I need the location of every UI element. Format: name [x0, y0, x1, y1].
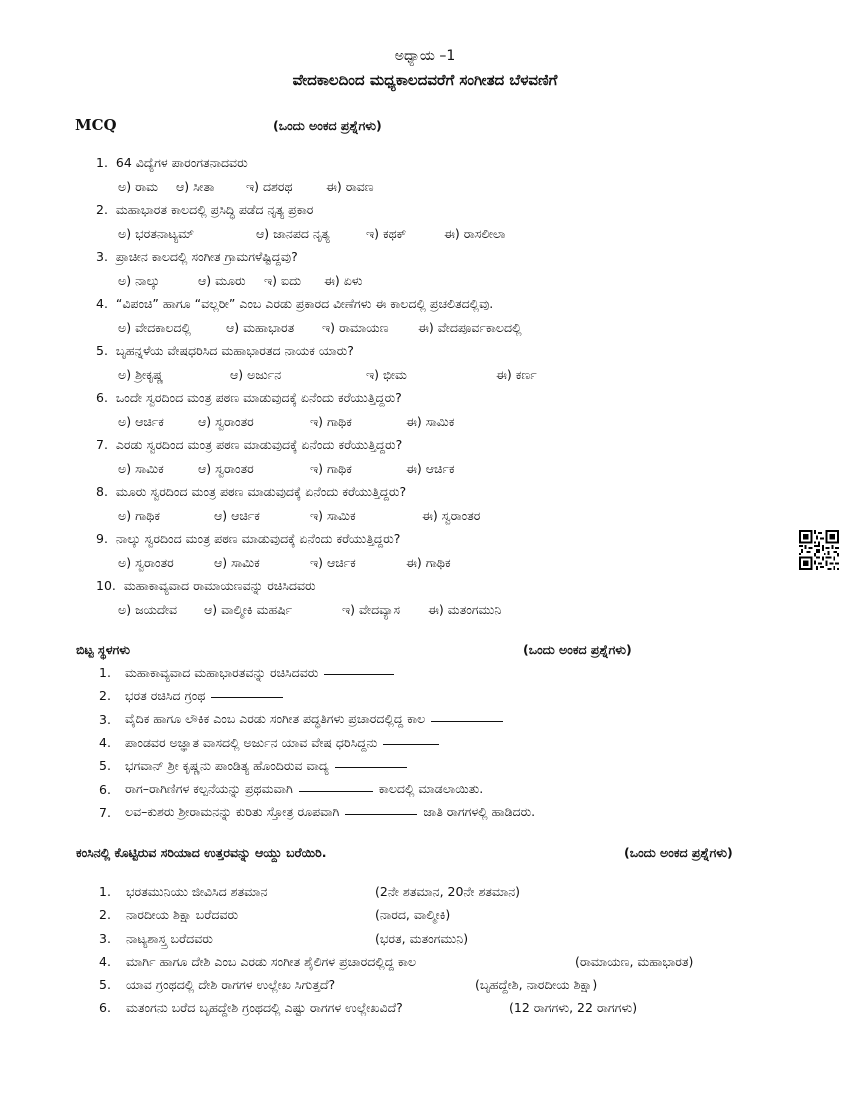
option-c: ಇ) ಭೀಮ: [366, 367, 407, 382]
mcq-question: [96, 529, 796, 576]
option-b: ಆ) ಸಾಮಿಕ: [214, 555, 260, 570]
item-number: 2.: [99, 907, 111, 923]
option-c: ಇ) ಐದು: [264, 273, 302, 288]
item-text: ಮಹಾಕಾವ್ಯವಾದ ಮಹಾಭಾರತವನ್ನು ರಚಿಸಿದವರು: [125, 664, 319, 680]
question-text: ಬೃಹನ್ನಳೆಯ ವೇಷಧರಿಸಿದ ಮಹಾಭಾರತದ ನಾಯಕ ಯಾರು?: [115, 343, 354, 358]
item-text: ನಾಟ್ಯಶಾಸ್ತ್ರ ಬರೆದವರು: [126, 930, 213, 946]
option-b: ಆ) ಮೂರು: [198, 273, 246, 288]
option-b: ಆ) ಜಾನಪದ ನೃತ್ಯ: [256, 226, 330, 241]
item-number: 6.: [99, 781, 111, 797]
option-b: ಆ) ಸೀತಾ: [176, 179, 215, 194]
item-text: ಭರತಮುನಿಯು ಜೀವಿಸಿದ ಶತಮಾನ: [126, 884, 268, 899]
option-a: ಅ) ಭರತನಾಟ್ಯಮ್: [118, 226, 195, 241]
item-text: ಮತಂಗನು ಬರೆದ ಬೃಹದ್ದೇಶಿ ಗ್ರಂಥದಲ್ಲಿ ಎಷ್ಟು ರಾಗಗಳ ಉಲ್ಲೇಖವಿದೆ?: [126, 1000, 403, 1016]
mcq-question: [96, 388, 796, 435]
list-item: [99, 975, 819, 998]
choose-answer-list: [99, 882, 819, 1022]
question-number: 6.: [96, 390, 108, 405]
option-b: ಆ) ಅರ್ಜುನ: [230, 367, 282, 382]
item-number: 3.: [99, 711, 111, 727]
option-d: ಈ) ಆರ್ಚಿಕ: [406, 461, 455, 476]
option-c: ಇ) ಗಾಥಿಕ: [310, 461, 352, 476]
answer-blank: [324, 674, 394, 675]
list-item: [99, 801, 799, 824]
mcq-question: [96, 247, 796, 294]
option-d: ಈ) ವೇದಪೂರ್ವಕಾಲದಲ್ಲಿ: [418, 320, 522, 335]
mcq-heading: MCQ: [75, 116, 117, 134]
list-item: [99, 905, 819, 928]
item-number: 4.: [99, 735, 111, 751]
item-number: 5.: [99, 977, 111, 993]
option-d: ಈ) ರಾಸಲೀಲಾ: [444, 226, 506, 241]
list-item: [99, 731, 799, 754]
question-text: ಒಂದೇ ಸ್ವರದಿಂದ ಮಂತ್ರ ಪಠಣ ಮಾಡುವುದಕ್ಕೆ ಏನೆಂದು ಕರೆಯುತ್ತಿದ್ದರು?: [115, 390, 402, 405]
mcq-question: [96, 294, 796, 341]
choose-answer-heading: ಕಂಸಿನಲ್ಲಿ ಕೊಟ್ಟಿರುವ ಸರಿಯಾದ ಉತ್ತರವನ್ನು ಆಯ್ದು ಬರೆಯಿರಿ.: [76, 845, 327, 860]
option-a: ಅ) ಸಾಮಿಕ: [118, 461, 164, 476]
option-d: ಈ) ರಾವಣ: [326, 179, 374, 194]
question-number: 8.: [96, 484, 108, 499]
option-a: ಅ) ನಾಲ್ಕು: [118, 273, 160, 288]
option-d: ಈ) ಗಾಥಿಕ: [406, 555, 451, 570]
answer-blank: [211, 697, 283, 698]
option-b: ಆ) ಆರ್ಚಿಕ: [214, 508, 260, 523]
mcq-question: [96, 341, 796, 388]
list-item: [99, 777, 799, 800]
question-text: ನಾಲ್ಕು ಸ್ವರದಿಂದ ಮಂತ್ರ ಪಠಣ ಮಾಡುವುದಕ್ಕೆ ಏನೆಂದು ಕರೆಯುತ್ತಿದ್ದರು?: [115, 531, 401, 546]
option-b: ಆ) ಸ್ವರಾಂತರ: [198, 461, 254, 476]
option-b: ಆ) ಮಹಾಭಾರತ: [226, 320, 295, 335]
option-d: ಈ) ಮತಂಗಮುನಿ: [428, 602, 502, 617]
mcq-question-list: [96, 153, 796, 623]
option-c: ಇ) ಗಾಥಿಕ: [310, 414, 352, 429]
answer-blank: [335, 767, 407, 768]
option-c: ಇ) ಕಥಕ್: [366, 226, 407, 241]
question-text: ಮಹಾಕಾವ್ಯವಾದ ರಾಮಾಯಣವನ್ನು ರಚಿಸಿದವರು: [123, 578, 316, 593]
mcq-question: [96, 435, 796, 482]
item-number: 3.: [99, 930, 111, 946]
option-b: ಆ) ವಾಲ್ಮೀಕಿ ಮಹರ್ಷಿ: [204, 602, 293, 617]
option-d: ಈ) ಸಾಮಿಕ: [406, 414, 455, 429]
item-text: ಭರತ ರಚಿಸಿದ ಗ್ರಂಥ: [125, 687, 206, 703]
fill-blanks-heading: ಬಿಟ್ಟ ಸ್ಥಳಗಳು: [76, 642, 131, 657]
item-number: 6.: [99, 1000, 111, 1016]
item-choices: (2ನೇ ಶತಮಾನ, 20ನೇ ಶತಮಾನ): [375, 884, 521, 899]
list-item: [99, 952, 819, 975]
option-a: ಅ) ಗಾಥಿಕ: [118, 508, 160, 523]
item-number: 1.: [99, 665, 111, 681]
item-text: ಪಾಂಡವರ ಅಜ್ಞಾತ ವಾಸದಲ್ಲಿ ಅರ್ಜುನ ಯಾವ ವೇಷ ಧರಿಸಿದ್ದನು: [125, 734, 378, 750]
item-text: ಭಗವಾನ್ ಶ್ರೀ ಕೃಷ್ಣನು ಪಾಂಡಿತ್ಯ ಹೊಂದಿರುವ ವಾದ್ಯ: [125, 757, 329, 773]
chapter-label: ಅಧ್ಯಾಯ –1: [394, 48, 456, 64]
answer-blank: [345, 814, 417, 815]
mcq-question: [96, 200, 796, 247]
question-number: 2.: [96, 202, 108, 217]
item-text-after: ಕಾಲದಲ್ಲಿ ಮಾಡಲಾಯಿತು.: [378, 781, 484, 797]
item-text-after: ಜಾತಿ ರಾಗಗಳಲ್ಲಿ ಹಾಡಿದರು.: [423, 804, 536, 820]
option-a: ಅ) ರಾಮ: [118, 179, 159, 194]
question-number: 4.: [96, 296, 108, 311]
question-number: 9.: [96, 531, 108, 546]
list-item: [99, 998, 819, 1021]
option-a: ಅ) ಶ್ರೀಕೃಷ್ಣ: [118, 367, 164, 382]
item-choices: (ಭರತ, ಮತಂಗಮುನಿ): [375, 930, 469, 946]
option-d: ಈ) ಕರ್ಣ: [496, 367, 537, 382]
question-text: ಮಹಾಭಾರತ ಕಾಲದಲ್ಲಿ ಪ್ರಸಿದ್ಧಿ ಪಡೆದ ನೃತ್ಯ ಪ್ರಕಾರ: [115, 202, 314, 217]
item-choices: (12 ರಾಗಗಳು, 22 ರಾಗಗಳು): [509, 1000, 638, 1016]
question-number: 10.: [96, 578, 116, 593]
page-title: ವೇದಕಾಲದಿಂದ ಮಧ್ಯಕಾಲದವರೆಗೆ ಸಂಗೀತದ ಬೆಳವಣಿಗೆ: [292, 71, 558, 89]
option-d: ಈ) ಸ್ವರಾಂತರ: [422, 508, 481, 523]
item-text: ಲವ–ಕುಶರು ಶ್ರೀರಾಮನನ್ನು ಕುರಿತು ಸ್ತೋತ್ರ ರೂಪವಾಗಿ: [125, 804, 340, 820]
option-d: ಈ) ಏಳು: [324, 273, 363, 288]
item-text: ಮಾರ್ಗಿ ಹಾಗೂ ದೇಶಿ ಎಂಬ ಎರಡು ಸಂಗೀತ ಶೈಲಿಗಳ ಪ್ರಚಾರದಲ್ಲಿದ್ದ ಕಾಲ: [126, 953, 417, 969]
item-number: 4.: [99, 953, 111, 969]
list-item: [99, 882, 819, 905]
item-text: ಯಾವ ಗ್ರಂಥದಲ್ಲಿ ದೇಶಿ ರಾಗಗಳ ಉಲ್ಲೇಖ ಸಿಗುತ್ತದೆ?: [126, 977, 336, 993]
list-item: [99, 661, 799, 684]
question-text: 64 ವಿದ್ಯೆಗಳ ಪಾರಂಗತನಾದವರು: [115, 155, 248, 170]
option-c: ಇ) ರಾಮಾಯಣ: [322, 320, 389, 335]
option-a: ಅ) ಸ್ವರಾಂತರ: [118, 555, 174, 570]
option-a: ಅ) ಆರ್ಚಿಕ: [118, 414, 164, 429]
question-number: 7.: [96, 437, 108, 452]
fill-blanks-marks-label: (ಒಂದು ಅಂಕದ ಪ್ರಶ್ನೆಗಳು): [523, 642, 632, 657]
choose-answer-marks-label: (ಒಂದು ಅಂಕದ ಪ್ರಶ್ನೆಗಳು): [624, 845, 733, 860]
list-item: [99, 708, 799, 731]
question-text: ಎರಡು ಸ್ವರದಿಂದ ಮಂತ್ರ ಪಠಣ ಮಾಡುವುದಕ್ಕೆ ಏನೆಂದು ಕರೆಯುತ್ತಿದ್ದರು?: [115, 437, 403, 452]
list-item: [99, 684, 799, 707]
option-c: ಇ) ಸಾಮಿಕ: [310, 508, 356, 523]
option-c: ಇ) ದಶರಥ: [246, 179, 293, 194]
item-number: 1.: [99, 884, 111, 899]
list-item: [99, 929, 819, 952]
option-a: ಅ) ವೇದಕಾಲದಲ್ಲಿ: [118, 320, 191, 335]
mcq-question: [96, 482, 796, 529]
option-c: ಇ) ವೇದವ್ಯಾಸ: [342, 602, 400, 617]
qr-code-icon: [799, 530, 839, 570]
option-a: ಅ) ಜಯದೇವ: [118, 602, 178, 617]
answer-blank: [299, 791, 373, 792]
item-choices: (ನಾರದ, ವಾಲ್ಮೀಕಿ): [375, 907, 451, 923]
option-b: ಆ) ಸ್ವರಾಂತರ: [198, 414, 254, 429]
question-number: 3.: [96, 249, 108, 264]
question-text: “ವಿಪಂಚಿ” ಹಾಗೂ “ವಲ್ಲರೀ” ಎಂಬ ಎರಡು ಪ್ರಕಾರದ ವೀಣೆಗಳು ಈ ಕಾಲದಲ್ಲಿ ಪ್ರಚಲಿತದಲ್ಲಿವು.: [115, 296, 494, 311]
mcq-marks-label: (ಒಂದು ಅಂಕದ ಪ್ರಶ್ನೆಗಳು): [273, 118, 382, 133]
list-item: [99, 754, 799, 777]
item-text: ವೈದಿಕ ಹಾಗೂ ಲೌಕಿಕ ಎಂಬ ಎರಡು ಸಂಗೀತ ಪದ್ಧತಿಗಳು ಪ್ರಚಾರದಲ್ಲಿದ್ದ ಕಾಲ: [125, 711, 426, 727]
item-number: 2.: [99, 688, 111, 704]
question-text: ಪ್ರಾಚೀನ ಕಾಲದಲ್ಲಿ ಸಂಗೀತ ಗ್ರಾಮಗಳೆಷ್ಟಿದ್ದವು?: [115, 249, 298, 264]
fill-blanks-list: [99, 661, 799, 824]
answer-blank: [431, 721, 503, 722]
answer-blank: [383, 744, 439, 745]
question-number: 1.: [96, 155, 108, 170]
item-choices: (ಬೃಹದ್ದೇಶಿ, ನಾರದೀಯ ಶಿಕ್ಷಾ): [475, 977, 598, 993]
question-text: ಮೂರು ಸ್ವರದಿಂದ ಮಂತ್ರ ಪಠಣ ಮಾಡುವುದಕ್ಕೆ ಏನೆಂದು ಕರೆಯುತ್ತಿದ್ದರು?: [115, 484, 407, 499]
item-text: ರಾಗ–ರಾಗಿಣಿಗಳ ಕಲ್ಪನೆಯನ್ನು ಪ್ರಥಮವಾಗಿ: [125, 781, 293, 797]
option-c: ಇ) ಆರ್ಚಿಕ: [310, 555, 356, 570]
mcq-question: [96, 576, 796, 623]
question-number: 5.: [96, 343, 108, 358]
mcq-question: [96, 153, 796, 200]
item-choices: (ರಾಮಾಯಣ, ಮಹಾಭಾರತ): [575, 953, 694, 969]
item-number: 5.: [99, 758, 111, 774]
item-text: ನಾರದೀಯ ಶಿಕ್ಷಾ ಬರೆದವರು: [126, 907, 239, 923]
item-number: 7.: [99, 804, 111, 820]
